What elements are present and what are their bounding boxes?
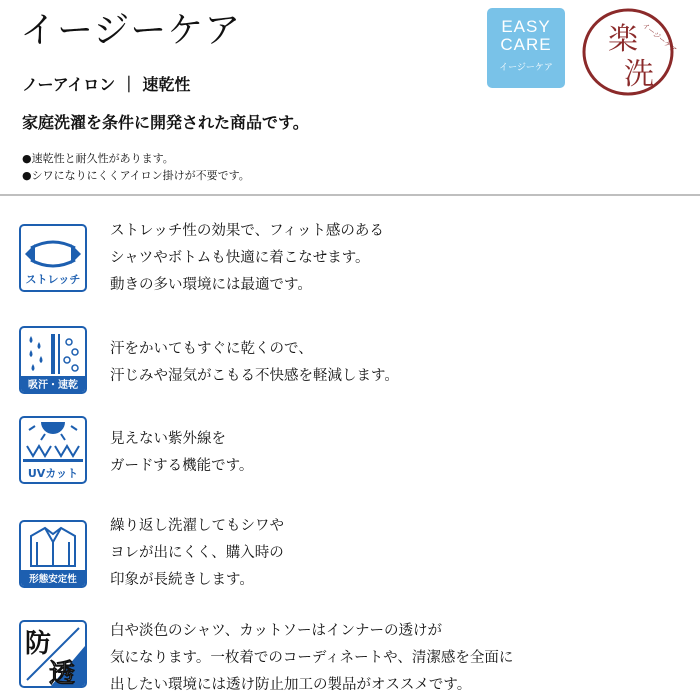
- feature-text-stretch: [110, 218, 384, 299]
- stamp-char-sen: 洗: [624, 57, 654, 92]
- stretch-icon-label: ストレッチ: [25, 273, 81, 286]
- feature-line: 繰り返し洗濯してもシワや: [110, 518, 284, 534]
- feature-line: 動きの多い環境には最適です。: [110, 277, 312, 293]
- uv-cut-icon: [19, 416, 87, 484]
- anti-icon-char-bo: 防: [25, 629, 52, 659]
- feature-line: 汗をかいてもすぐに乾くので、: [110, 341, 313, 357]
- shape-stability-icon: [19, 520, 87, 588]
- anti-see-through-icon: [19, 620, 87, 688]
- feature-line: 気になります。一枚着でのコーディネートや、清潔感を全面に: [110, 650, 514, 666]
- feature-text-uv: [110, 426, 253, 480]
- uv-icon-label: UVカット: [27, 467, 79, 480]
- feature-text-absorb: [110, 336, 399, 390]
- feature-line: 印象が長続きします。: [110, 572, 254, 588]
- easy-care-caption: イージーケア: [499, 63, 553, 73]
- feature-text-anti: [110, 618, 513, 699]
- feature-line: 見えない紫外線を: [110, 431, 226, 447]
- feature-line: ガードする機能です。: [110, 458, 254, 474]
- bullet-item: ●シワになりにくくアイロン掛けが不要です。: [22, 169, 250, 182]
- anti-icon-char-tou: 透: [49, 659, 76, 686]
- feature-line: ヨレが出にくく、購入時の: [110, 545, 284, 561]
- feature-line: ストレッチ性の効果で、フィット感のある: [110, 223, 384, 239]
- shape-icon-label: 形態安定性: [29, 574, 77, 585]
- feature-line: 白や淡色のシャツ、カットソーはインナーの透けが: [110, 623, 443, 639]
- easy-care-badge: [487, 8, 565, 88]
- page-title: イージーケア: [20, 10, 242, 51]
- subtitle: ノーアイロン ｜ 速乾性: [22, 75, 191, 94]
- stamp-arc-text: イージーケア: [640, 21, 678, 55]
- stamp-char-raku: 楽: [608, 22, 638, 57]
- stamp-seal-icon: [578, 4, 678, 100]
- easy-care-word-2: CARE: [500, 35, 552, 54]
- bullet-list: [22, 150, 250, 184]
- feature-line: 出したい環境には透け防止加工の製品がオススメです。: [110, 677, 472, 693]
- feature-text-shape: [110, 513, 284, 594]
- absorb-quick-dry-icon: [19, 326, 87, 394]
- feature-line: シャツやボトムも快適に着こなせます。: [110, 250, 370, 266]
- feature-line: 汗じみや湿気がこもる不快感を軽減します。: [110, 368, 399, 384]
- bullet-item: ●速乾性と耐久性があります。: [22, 152, 174, 165]
- stretch-icon: [19, 224, 87, 292]
- lead-text: 家庭洗濯を条件に開発された商品です。: [22, 113, 309, 132]
- rakusen-stamp: [578, 4, 678, 100]
- absorb-icon-label: 吸汗・速乾: [28, 380, 78, 391]
- easy-care-word-1: EASY: [501, 17, 551, 36]
- section-divider: [0, 194, 700, 196]
